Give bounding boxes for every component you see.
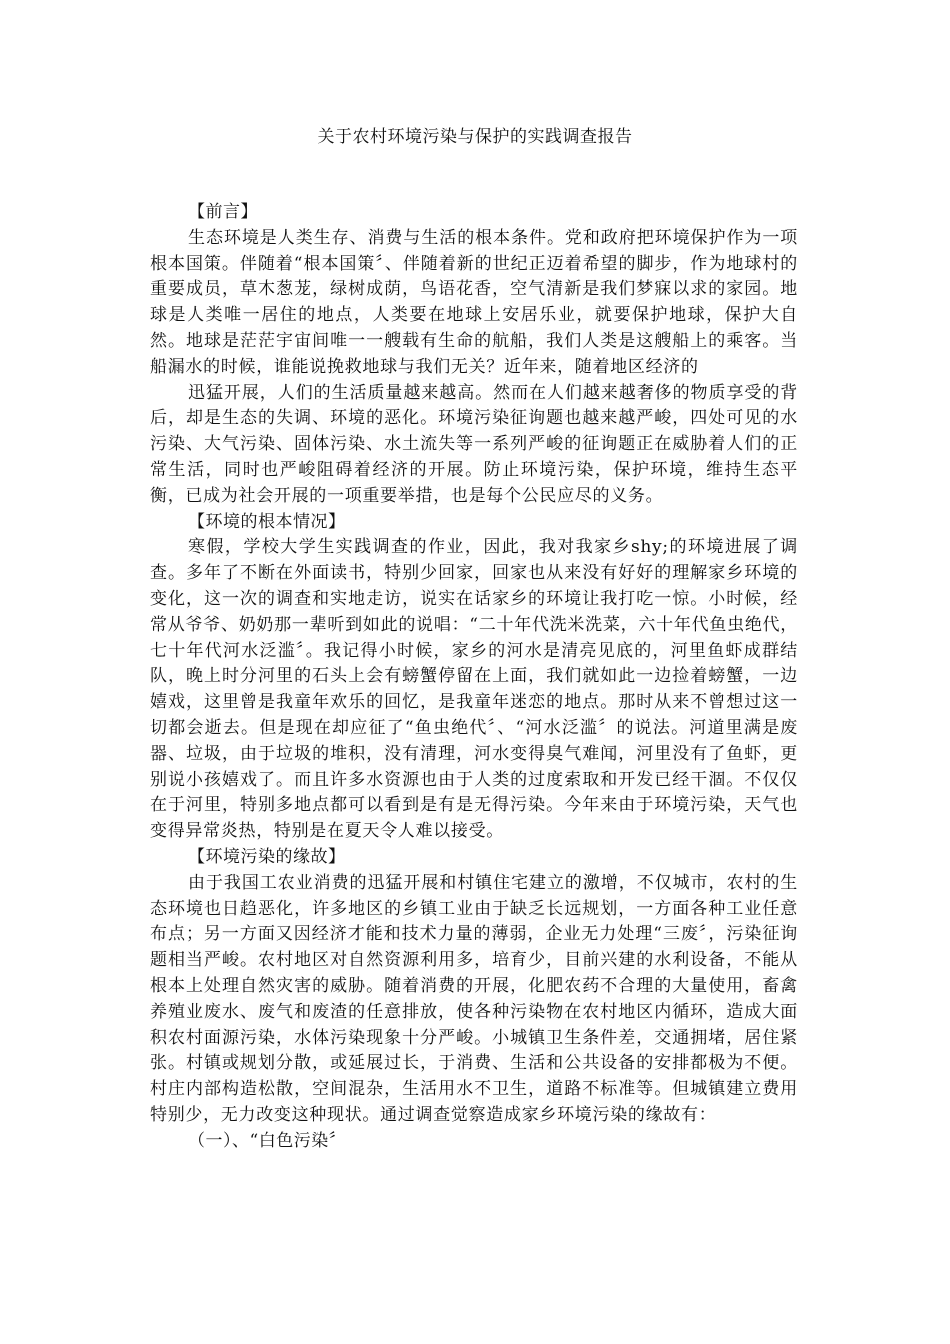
document-body (150, 200, 798, 1154)
section-heading-preface: 【前言】 (188, 202, 258, 222)
paragraph: 迅猛开展，人们的生活质量越来越高。然而在人们越来越奢侈的物质享受的背后，却是生态的失调、环境的恶化。环境污染征询题也越来越严峻，四处可见的水污染、大气污染、固体污染、水土流失等一系列严峻的征询题正在威胁着人们的正常生活，同时也严峻阻碍着经济的开展。防止环境污染，保护环境，维持生态平衡，已成为社会开展的一项重要举措，也是每个公民应尽的义务。 (150, 382, 798, 506)
document-title: 关于农村环境污染与保护的实践调查报告 (317, 127, 633, 147)
section-heading-causes: 【环境污染的缘故】 (188, 846, 346, 867)
subsection-heading: （一）、“白色污染〞 (188, 1130, 347, 1151)
paragraph: 生态环境是人类生存、消费与生活的根本条件。党和政府把环境保护作为一项根本国策。伴随着“根本国策〞、伴随着新的世纪正迈着希望的脚步，作为地球村的重要成员，草木葱茏，绿树成荫，鸟语花香，空气清新是我们梦寐以求的家园。地球是人类唯一居住的地点，人类要在地球上安居乐业，就要保护地球，保护大自然。地球是茫茫宇宙间唯一一艘载有生命的航船，我们人类是这艘船上的乘客。当船漏水的时候，谁能说挽救地球与我们无关？近年来，随着地区经济的 (150, 227, 798, 377)
section-heading-situation: 【环境的根本情况】 (188, 511, 346, 532)
paragraph: 由于我国工农业消费的迅猛开展和村镇住宅建立的激增，不仅城市，农村的生态环境也日趋恶化，许多地区的乡镇工业由于缺乏长远规划，一方面各种工业任意布点；另一方面又因经济才能和技术力量的薄弱，企业无力处理“三废〞，污染征询题相当严峻。农村地区对自然资源利用多，培育少，目前兴建的水利设备，不能从根本上处理自然灾害的威胁。随着消费的开展，化肥农药不合理的大量使用，畜禽养殖业废水、废气和废渣的任意排放，使各种污染物在农村地区内循环，造成大面积农村面源污染，水体污染现象十分严峻。小城镇卫生条件差，交通拥堵，居住紧张。村镇或规划分散，或延展过长，于消费、生活和公共设备的安排都极为不便。村庄内部构造松散，空间混杂，生活用水不卫生，道路不标准等。但城镇建立费用特别少，无力改变这种现状。通过调查觉察造成家乡环境污染的缘故有： (150, 872, 798, 1125)
paragraph: 寒假，学校大学生实践调查的作业，因此，我对我家乡shy;的环境进展了调查。多年了不断在外面读书，特别少回家，回家也从来没有好好的理解家乡环境的变化，这一次的调查和实地走访，说实在话家乡的环境让我打吃一惊。小时候，经常从爷爷、奶奶那一辈听到如此的说唱：“二十年代洗米洗菜，六十年代鱼虫绝代，七十年代河水泛滥〞。我记得小时候，家乡的河水是清亮见底的，河里鱼虾成群结队，晚上时分河里的石头上会有螃蟹停留在上面，我们就如此一边捡着螃蟹，一边嬉戏，这里曾是我童年欢乐的回忆，是我童年迷恋的地点。那时从来不曾想过这一切都会逝去。但是现在却应征了“鱼虫绝代〞、“河水泛滥〞的说法。河道里满是废器、垃圾，由于垃圾的堆积，没有清理，河水变得臭气难闻，河里没有了鱼虾，更别说小孩嬉戏了。而且许多水资源也由于人类的过度索取和开发已经干涸。不仅仅在于河里，特别多地点都可以看到是有是无得污染。今年来由于环境污染，天气也变得异常炎热，特别是在夏天令人难以接受。 (150, 537, 798, 842)
